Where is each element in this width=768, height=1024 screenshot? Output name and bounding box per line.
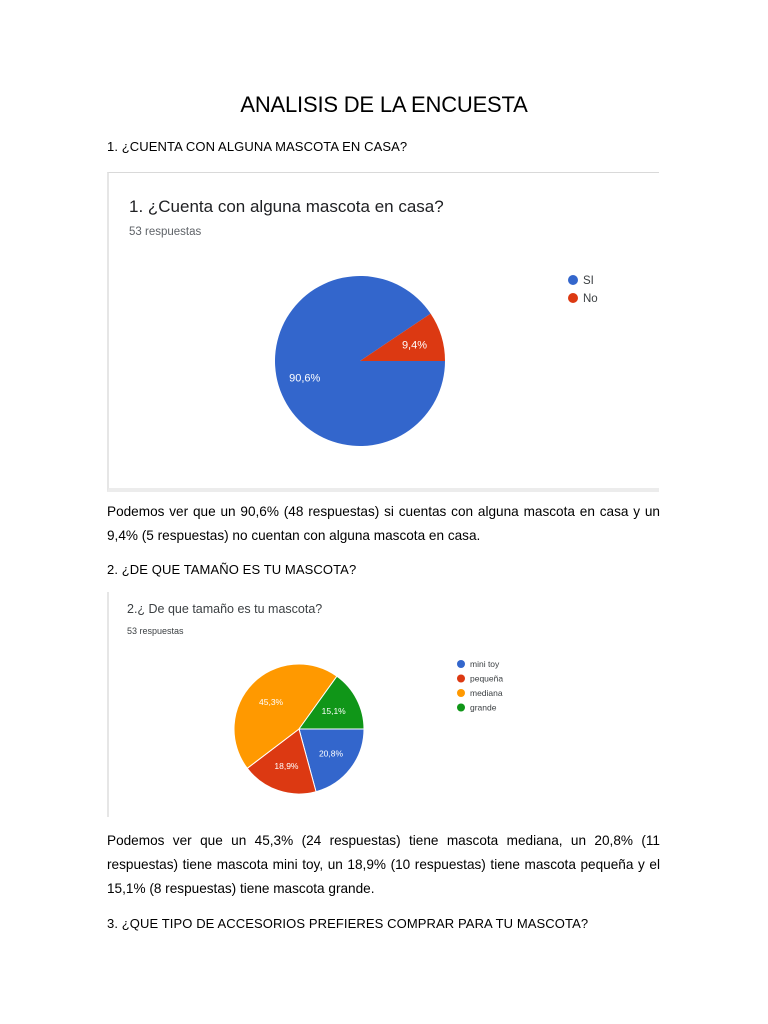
legend-swatch bbox=[568, 275, 578, 285]
chart-1-response-count: 53 respuestas bbox=[129, 226, 202, 238]
page-title: ANALISIS DE LA ENCUESTA bbox=[240, 92, 528, 117]
chart-1-pie bbox=[109, 173, 659, 488]
chart-2-response-count: 53 respuestas bbox=[127, 626, 184, 636]
question-1-analysis: Podemos ver que un 90,6% (48 respuestas) si cuentas con alguna mascota en casa y un 9,4% (5 respuestas) no cuentan con alguna mascota en casa. bbox=[107, 504, 660, 543]
chart-2-title: 2.¿ De que tamaño es tu mascota? bbox=[127, 602, 323, 616]
pie-slice-label: 45,3% bbox=[259, 696, 284, 707]
pie-slice-label: 90,6% bbox=[289, 372, 321, 385]
chart-2-card bbox=[107, 592, 504, 817]
legend-swatch bbox=[457, 675, 465, 683]
pie-slice-label: 9,4% bbox=[401, 339, 428, 352]
legend-label[interactable]: pequeña bbox=[470, 673, 504, 684]
chart-1-card bbox=[107, 172, 659, 492]
question-3-heading: 3. ¿QUE TIPO DE ACCESORIOS PREFIERES COMPRAR PARA TU MASCOTA? bbox=[107, 916, 589, 931]
pie-slice-label: 15,1% bbox=[321, 706, 346, 717]
legend-swatch bbox=[457, 689, 465, 697]
chart-1-title: 1. ¿Cuenta con alguna mascota en casa? bbox=[129, 197, 444, 216]
legend-swatch bbox=[457, 704, 465, 712]
pie-slice-label: 18,9% bbox=[274, 760, 299, 771]
question-1-heading: 1. ¿CUENTA CON ALGUNA MASCOTA EN CASA? bbox=[107, 139, 408, 154]
legend-label[interactable]: No bbox=[583, 293, 598, 306]
question-2-heading: 2. ¿DE QUE TAMAÑO ES TU MASCOTA? bbox=[107, 562, 357, 577]
chart-2-pie bbox=[109, 592, 504, 817]
legend-label[interactable]: mini toy bbox=[470, 658, 500, 669]
pie-slice-label: 20,8% bbox=[318, 748, 344, 759]
legend-label[interactable]: mediana bbox=[470, 687, 503, 698]
legend-swatch bbox=[457, 660, 465, 668]
legend-label[interactable]: SI bbox=[583, 275, 594, 288]
legend-label[interactable]: grande bbox=[470, 702, 497, 713]
question-2-analysis: Podemos ver que un 45,3% (24 respuestas) tiene mascota mediana, un 20,8% (11 respuestas) tiene mascota mini toy, un 18,9% (10 respuestas) tiene mascota pequeña y el 15,1% (8 respuestas) tiene mascota grande. bbox=[107, 833, 660, 896]
legend-swatch bbox=[568, 293, 578, 303]
